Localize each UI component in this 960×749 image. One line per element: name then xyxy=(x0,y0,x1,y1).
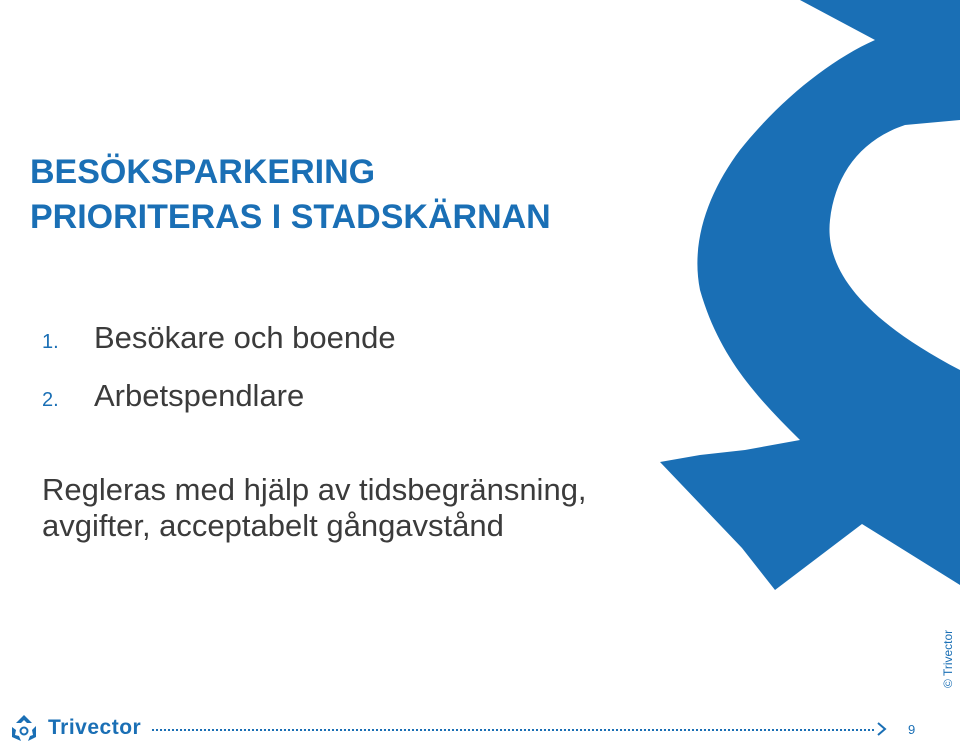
list-item-number: 2. xyxy=(42,389,59,411)
page-number: 9 xyxy=(908,722,916,737)
footer-divider xyxy=(152,729,874,731)
body-line-1: Regleras med hjälp av tidsbegränsning, xyxy=(42,472,587,507)
body-line-2: avgifter, acceptabelt gångavstånd xyxy=(42,508,504,543)
trivector-logo xyxy=(8,713,141,743)
copyright-notice: © Trivector xyxy=(941,629,955,688)
trivector-logo-icon xyxy=(8,713,40,743)
list-item xyxy=(42,320,396,378)
list-item-number: 1. xyxy=(42,331,59,353)
arrow-shape xyxy=(660,0,960,590)
body-paragraph xyxy=(42,472,587,544)
list-item-text: Arbetspendlare xyxy=(94,378,305,413)
numbered-list xyxy=(42,320,396,436)
slide-title-line-2: PRIORITERAS I STADSKÄRNAN xyxy=(30,198,551,236)
chevron-right-icon xyxy=(876,721,888,737)
slide-title xyxy=(30,150,551,240)
slide-title-line-1: BESÖKSPARKERING xyxy=(30,153,376,191)
list-item xyxy=(42,378,396,436)
list-item-text: Besökare och boende xyxy=(94,320,396,355)
logo-wordmark: Trivector xyxy=(48,716,142,739)
slide-footer xyxy=(0,705,960,749)
